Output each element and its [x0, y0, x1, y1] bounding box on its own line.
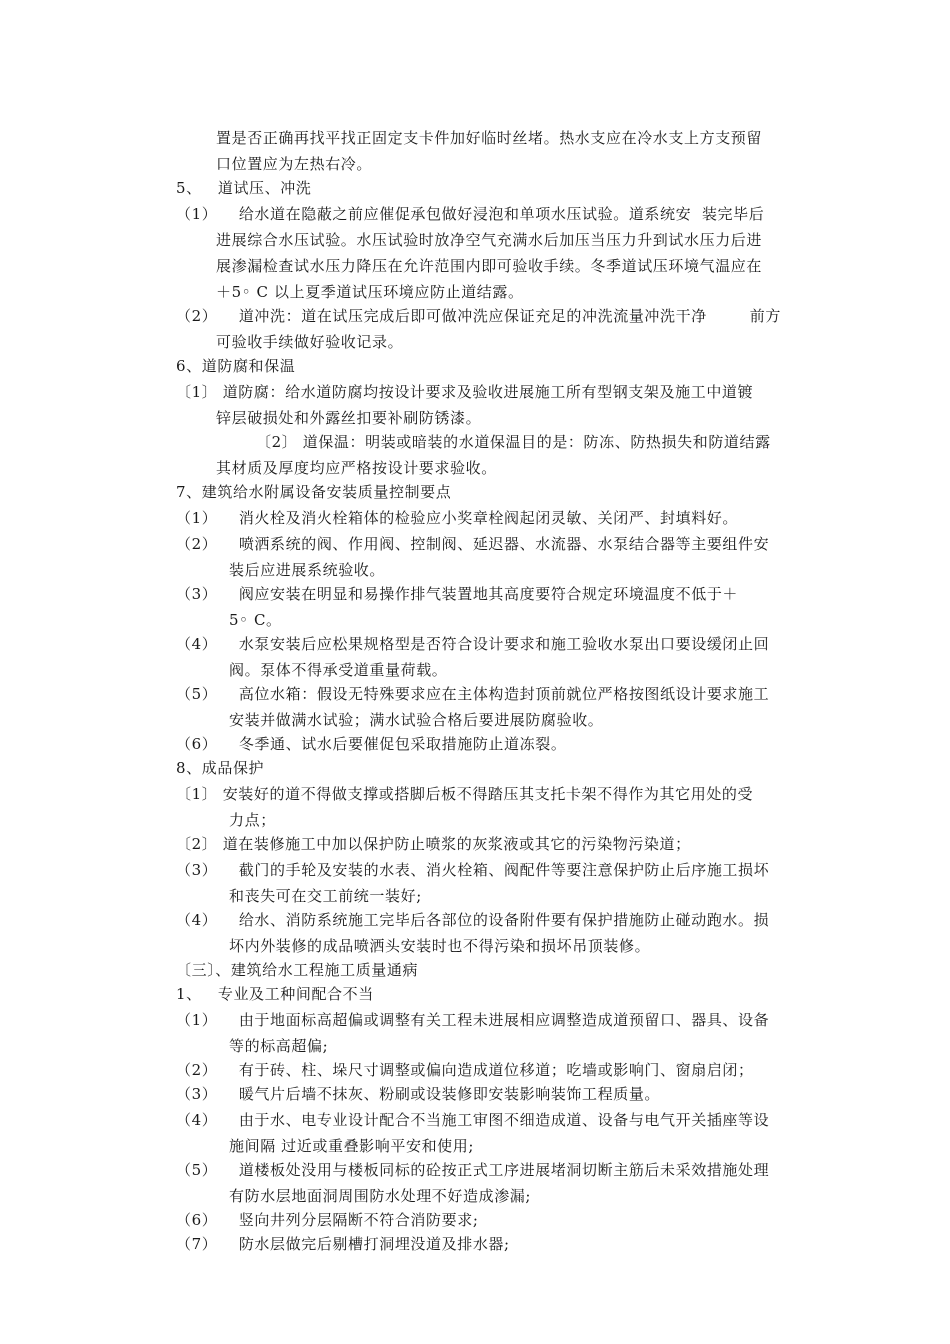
section-heading: 〔三〕、建筑给水工程施工质量通病 — [176, 961, 419, 979]
section-heading: 5、 道试压、冲洗 — [176, 179, 312, 197]
list-item: （4） 由于水、电专业设计配合不当施工审图不细造成道、设备与电气开关插座等设 — [176, 1111, 770, 1129]
list-item: （2） 有于砖、柱、垛尺寸调整或偏向造成道位移道；吃墙或影响门、窗扇启闭； — [176, 1061, 754, 1079]
list-item: （2） 道冲洗：道在试压完成后即可做冲洗应保证充足的冲洗流量冲洗干净 前方 — [176, 307, 781, 325]
list-item: （1） 给水道在隐蔽之前应催促承包做好浸泡和单项水压试验。道系统安 装完毕后 — [176, 205, 765, 223]
text-line: 5◦ C。 — [229, 611, 282, 629]
text-line: 其材质及厚度均应严格按设计要求验收。 — [216, 459, 497, 477]
list-item: （7） 防水层做完后剔槽打洞埋没道及排水器; — [176, 1235, 510, 1253]
list-item: （5） 道楼板处没用与楼板同标的砼按正式工序进展堵洞切断主筋后未采效措施处理 — [176, 1161, 770, 1179]
list-item: （3） 截门的手轮及安装的水表、消火栓箱、阀配件等要注意保护防止后序施工损坏 — [176, 861, 770, 879]
list-item: 〔2〕 道在装修施工中加以保护防止喷浆的灰浆液或其它的污染物污染道； — [176, 835, 691, 853]
list-item: 〔1〕 安装好的道不得做支撑或搭脚后板不得踏压其支托卡架不得作为其它用处的受 — [176, 785, 754, 803]
text-line: 可验收手续做好验收记录。 — [216, 333, 404, 351]
section-heading: 7、建筑给水附属设备安装质量控制要点 — [176, 483, 452, 501]
text-line: 安装并做满水试验；满水试验合格后要进展防腐验收。 — [229, 711, 604, 729]
list-item: （6） 冬季通、试水后要催促包采取措施防止道冻裂。 — [176, 735, 567, 753]
list-item: （2） 喷洒系统的阀、作用阀、控制阀、延迟器、水流器、水泵结合器等主要组件安 — [176, 535, 770, 553]
text-line: 有防水层地面洞周围防水处理不好造成渗漏; — [229, 1187, 532, 1205]
text-line: 和丧失可在交工前统一装好; — [229, 887, 422, 905]
list-item: （1） 消火栓及消火栓箱体的检验应小奖章栓阀起闭灵敏、关闭严、封填料好。 — [176, 509, 739, 527]
list-item: 〔1〕 道防腐：给水道防腐均按设计要求及验收进展施工所有型钢支架及施工中道镀 — [176, 383, 754, 401]
text-line: 装后应进展系统验收。 — [229, 561, 386, 579]
list-item: （4） 水泵安装后应松果规格型是否符合设计要求和施工验收水泵出口要设缓闭止回 — [176, 635, 770, 653]
text-line: 等的标高超偏; — [229, 1037, 329, 1055]
text-line: 坏内外装修的成品喷洒头安装时也不得污染和损坏吊顶装修。 — [229, 937, 651, 955]
list-item: （3） 暖气片后墙不抹灰、粉刷或设装修即安装影响装饰工程质量。 — [176, 1085, 661, 1103]
text-line: 力点； — [229, 811, 276, 829]
text-line: ＋5◦ C 以上夏季道试压环境应防止道结露。 — [216, 283, 524, 301]
list-item: 〔2〕 道保温：明装或暗装的水道保温目的是：防冻、防热损失和防道结露 — [256, 433, 771, 451]
text-line: 阀。泵体不得承受道重量荷载。 — [229, 661, 448, 679]
list-item: （3） 阀应安装在明显和易操作排气装置地其高度要符合规定环境温度不低于＋ — [176, 585, 739, 603]
section-heading: 6、道防腐和保温 — [176, 357, 296, 375]
list-item: （6） 竖向井列分层隔断不符合消防要求; — [176, 1211, 479, 1229]
section-heading: 8、成品保护 — [176, 759, 265, 777]
text-line: 展渗漏检查试水压力降压在允许范围内即可验收手续。冬季道试压环境气温应在 — [216, 257, 763, 275]
section-heading: 1、 专业及工种间配合不当 — [176, 985, 374, 1003]
text-line: 施间隔 过近或重叠影响平安和使用; — [229, 1137, 475, 1155]
text-line: 口位置应为左热右冷。 — [216, 155, 373, 173]
list-item: （5） 高位水箱：假设无特殊要求应在主体构造封顶前就位严格按图纸设计要求施工 — [176, 685, 770, 703]
text-line: 置是否正确再找平找正固定支卡件加好临时丝堵。热水支应在冷水支上方支预留 — [216, 129, 763, 147]
text-line: 锌层破损处和外露丝扣要补刷防锈漆。 — [216, 409, 482, 427]
list-item: （1） 由于地面标高超偏或调整有关工程未进展相应调整造成道预留口、器具、设备 — [176, 1011, 770, 1029]
text-line: 进展综合水压试验。水压试验时放净空气充满水后加压当压力升到试水压力后进 — [216, 231, 763, 249]
list-item: （4） 给水、消防系统施工完毕后各部位的设备附件要有保护措施防止碰动跑水。损 — [176, 911, 770, 929]
